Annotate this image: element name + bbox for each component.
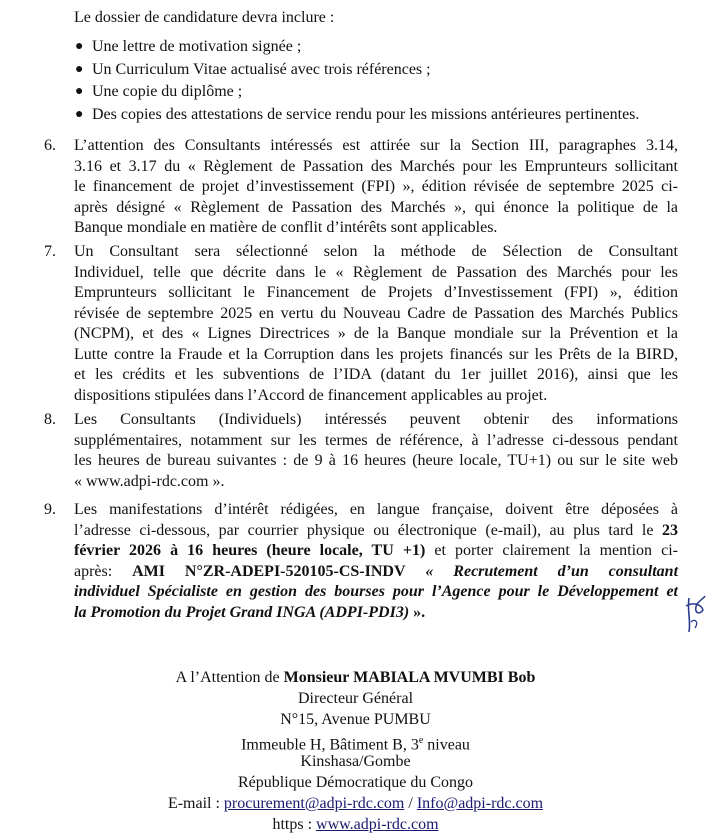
list-item: ● Une lettre de motivation signée ; xyxy=(74,37,704,60)
list-item: ● Une copie du diplôme ; xyxy=(74,82,704,105)
email-link-info[interactable]: Info@adpi-rdc.com xyxy=(416,795,544,812)
intro-text: Le dossier de candidature devra inclure : xyxy=(74,9,335,26)
ami-reference: AMI N°ZR-ADEPI-520105-CS-INDV xyxy=(132,562,406,580)
recipient-title: Directeur Général xyxy=(297,690,414,707)
bullet-icon: ● xyxy=(75,106,84,122)
paragraph-7: 7. Un Consultant sera sélectionné selon la méthode de Sélection de Consultant Individuel, telle que décrite dans le « Règlement de Passation des Marchés pour les Emprunteurs sollicitant le Financement de Projets d’Investissement (FPI) », édition révisée de septembre 2025 en vertu du Nouveau Cadre de Passation des Marchés Publics (NCPM), et des « Lignes Directrices » de la Banque mondiale sur la Prévention et la Lutte contre la Fraude et la Corruption dans les projets financés sur les Prêts de la BIRD, et les crédits et les subventions de l’IDA (datant du 1er juillet 2016), ainsi que les dispositions stipulées dans l’Accord de financement applicables au projet. xyxy=(44,243,678,404)
bullet-icon: ● xyxy=(75,61,84,77)
bullet-icon: ● xyxy=(75,84,84,99)
paragraph-number: 8. xyxy=(44,411,56,428)
city-line: Kinshasa/Gombe xyxy=(300,753,411,770)
contact-address xyxy=(0,668,711,836)
country-line: République Démocratique du Congo xyxy=(237,774,474,791)
paragraph-6: 6. L’attention des Consultants intéressés est attirée sur la Section III, paragraphes 3.14, 3.16 et 3.17 du « Règlement de Passation des Marchés pour les Emprunteurs sollicitant le financement de projet d’investissement (FPI) », édition révisée de septembre 2025 ci- après désigné « Règlement de Passation des Marchés », qui énonce la politique de la Banque mondiale en matière de conflit d’intérêts sont applicables. xyxy=(44,137,678,236)
handwritten-initials-icon xyxy=(683,592,707,636)
recipient-name: Monsieur MABIALA MVUMBI Bob xyxy=(283,669,536,686)
email-link-procurement[interactable]: procurement@adpi-rdc.com xyxy=(223,795,405,812)
paragraph-number: 7. xyxy=(44,243,56,260)
paragraph-number: 6. xyxy=(44,137,56,154)
paragraph-number: 9. xyxy=(44,501,56,518)
paragraph-8: 8. Les Consultants (Individuels) intéressés peuvent obtenir des informations supplémentaires, notamment sur les termes de référence, à l’adresse ci-dessous pendant les heures de bureau suivantes : de 9 à 16 heures (heure locale, TU+1) ou sur le site web « www.adpi-rdc.com ». xyxy=(44,411,678,490)
bullet-icon: ● xyxy=(75,39,84,54)
building-line: Immeuble H, Bâtiment B, 3e niveau xyxy=(241,735,470,754)
list-item: ● Des copies des attestations de service rendu pour les missions antérieures pertinentes. xyxy=(74,105,704,128)
website-link[interactable]: www.adpi-rdc.com xyxy=(316,816,439,833)
street-address: N°15, Avenue PUMBU xyxy=(280,711,431,728)
list-item: ● Un Curriculum Vitae actualisé avec trois références ; xyxy=(74,60,704,83)
requirements-list xyxy=(74,37,704,127)
email-line: E-mail : procurement@adpi-rdc.com / Info@adpi-rdc.com xyxy=(167,795,544,812)
paragraph-9: 9. Les manifestations d’intérêt rédigées, en langue française, doivent être déposées à l’adresse ci-dessous, par courrier physique ou électronique (e-mail), au plus tard le 23 février 2026 à 16 heures (heure locale, TU +1) et porter clairement la mention ci- après: AMI N°ZR-ADEPI-520105-CS-INDV « Recrutement d’un consultant individuel Spécialiste en gestion des bourses pour l’Agence pour le Développement et la Promotion du Projet Grand INGA (ADPI-PDI3) ». xyxy=(44,501,679,621)
website-line: https : www.adpi-rdc.com xyxy=(272,816,439,833)
attention-line: A l’Attention de Monsieur MABIALA MVUMBI Bob xyxy=(175,669,536,686)
